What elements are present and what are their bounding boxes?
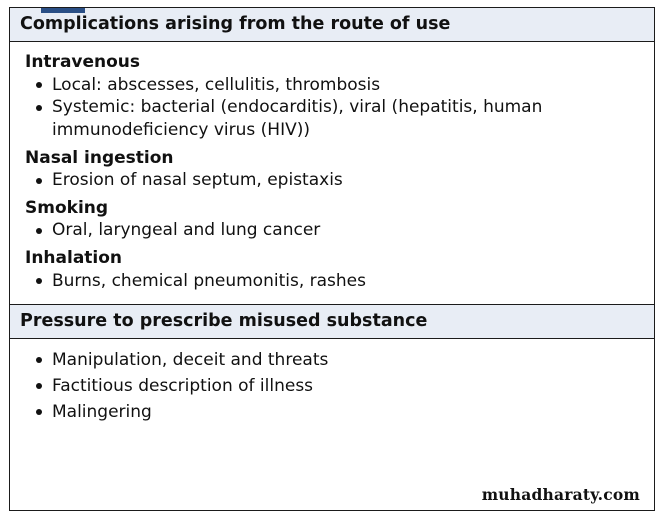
tab-marker [41,8,85,13]
list-item [20,270,644,293]
subheading-inhalation: Inhalation [25,248,123,269]
bullet-dot-icon [36,409,42,415]
list-item [20,74,644,97]
list-item [20,400,644,426]
list-item-text: Local: abscesses, cellulitis, thrombosis [52,74,381,95]
bullet-dot-icon [36,383,42,389]
list-item-text: Malingering [52,402,152,423]
list-item [20,169,644,192]
list-item-text: Erosion of nasal septum, epistaxis [52,170,343,191]
section-body-pressure-to-prescribe [10,339,654,437]
watermark-text: muhadharaty.com [481,485,640,504]
list-item-text: Systemic: bacterial (endocarditis), viral (hepatitis, human immunodeficiency virus (HIV)) [52,97,543,141]
bullet-dot-icon [36,228,42,234]
list-item [20,96,644,142]
section-header-route-of-use: Complications arising from the route of use [10,8,654,42]
complications-table [9,7,655,511]
list-item [20,374,644,400]
bullet-dot-icon [36,82,42,88]
bullet-dot-icon [36,178,42,184]
bullet-list-intravenous [20,74,644,142]
list-item-text: Manipulation, deceit and threats [52,350,329,371]
subheading-smoking: Smoking [25,197,109,218]
list-item [20,219,644,242]
bullet-dot-icon [36,278,42,284]
section-header-pressure-to-prescribe: Pressure to prescribe misused substance [10,304,654,339]
list-item-text: Factitious description of illness [52,376,314,397]
subheading-intravenous: Intravenous [25,52,141,73]
list-item [20,348,644,374]
bullet-list-nasal-ingestion [20,169,644,192]
bullet-dot-icon [36,105,42,111]
list-item-text: Burns, chemical pneumonitis, rashes [52,270,366,291]
bullet-list-inhalation [20,270,644,293]
bullet-list-pressure-to-prescribe [20,348,644,425]
section-body-route-of-use [10,42,654,304]
bullet-list-smoking [20,219,644,242]
subheading-nasal-ingestion: Nasal ingestion [25,147,174,168]
bullet-dot-icon [36,357,42,363]
list-item-text: Oral, laryngeal and lung cancer [52,220,321,241]
